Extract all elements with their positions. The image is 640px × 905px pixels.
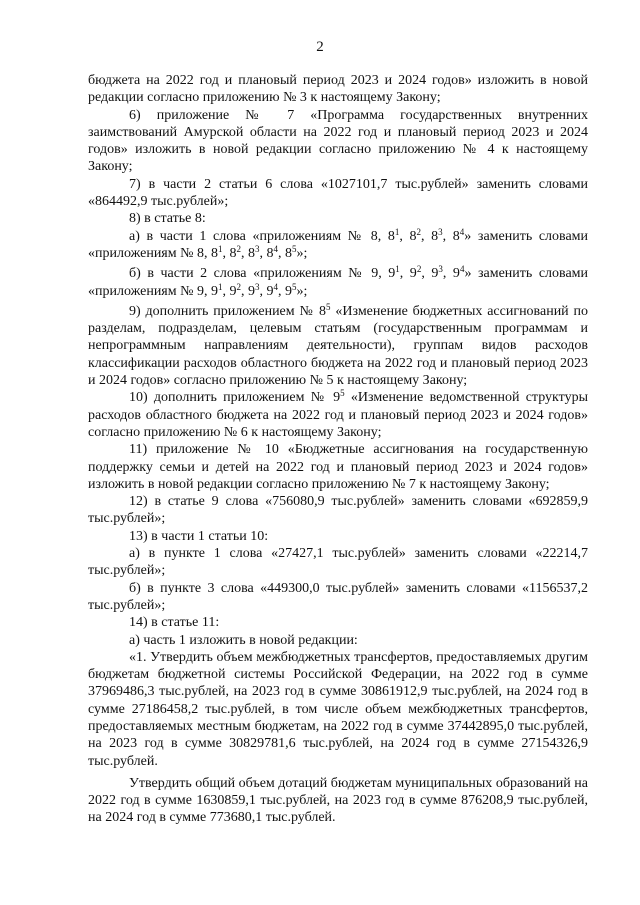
superscript: 2 (416, 226, 422, 237)
text-segment: , 9 (399, 266, 417, 282)
paragraph-item-8: 8) в статье 8: (129, 211, 206, 227)
text-segment: »; (296, 245, 308, 261)
superscript: 2 (416, 264, 422, 275)
text-segment: 10) дополнить приложением № 9 (129, 390, 341, 406)
superscript: 4 (273, 281, 278, 292)
paragraph-item-13b: б) в пункте 3 слова «449300,0 тыс.рублей» заменить словами «1156537,2 тыс.рублей»; (88, 580, 588, 613)
superscript: 3 (254, 281, 260, 292)
paragraph-item-10 (88, 389, 588, 441)
text-segment: , 9 (421, 266, 439, 282)
text-segment: б) в части 2 слова «приложениям № 9, 9 (129, 266, 396, 282)
superscript: 3 (438, 264, 443, 275)
text-segment: , 8 (421, 228, 439, 244)
page-number: 2 (316, 39, 324, 55)
text-segment: , 8 (240, 245, 255, 261)
paragraph-item-7: 7) в части 2 статьи 6 слова «1027101,7 тыс.рублей» заменить словами «864492,9 тыс.рублей»; (88, 176, 588, 210)
superscript: 3 (438, 226, 443, 237)
superscript: 1 (217, 281, 223, 292)
paragraph-item-9 (88, 303, 588, 389)
paragraph-item-8a (88, 228, 588, 263)
text-segment: , 8 (277, 245, 292, 261)
text-segment: «Изменение ведомственной структуры расходов областного бюджета на 2022 год и плановый период 2023 и 2024 годов» согласно приложению № 6 к настоящему Закону; (88, 390, 588, 440)
paragraph-item-11: 11) приложение № 10 «Бюджетные ассигнования на государственную поддержку семьи и детей на 2022 год и плановый период 2023 и 2024 годов» изложить в новой редакции согласно приложению № 7 к настоящему Закону; (88, 442, 588, 492)
paragraph-item-12: 12) в статье 9 слова «756080,9 тыс.рублей» заменить словами «692859,9 тыс.рублей»; (88, 494, 588, 527)
paragraph-subsidies: Утвердить общий объем дотаций бюджетам муниципальных образований на 2022 год в сумме 1630859,1 тыс.рублей, на 2023 год в сумме 876208,9 тыс.рублей, на 2024 год в сумме 773680,1 тыс.рублей. (88, 775, 588, 826)
text-segment: «Изменение бюджетных ассигнований по разделам, подразделам, целевым статьям (государственным программам и непрограммным направлениям деятельности), группам видов расходов классификации расходов областного бюджета на 2022 год и плановый период 2023 и 2024 годов» согласно приложению № 5 к настоящему Закону; (88, 303, 589, 389)
superscript: 1 (394, 226, 400, 237)
text-segment: 9) дополнить приложением № 8 (129, 303, 327, 319)
text-segment: »; (296, 283, 308, 299)
superscript: 2 (236, 243, 241, 254)
text-segment: » заменить словами «приложениям № 9, 9 (88, 266, 589, 299)
paragraph-item-13a: а) в пункте 1 слова «27427,1 тыс.рублей» заменить словами «22214,7 тыс.рублей»; (88, 546, 588, 579)
text-segment: , 9 (277, 283, 292, 299)
text-segment: , 9 (222, 283, 237, 299)
paragraph-item-6: 6) приложение № 7 «Программа государственных внутренних заимствований Амурской области на 2022 год и плановый период 2023 и 2024 годов» изложить в новой редакции согласно приложению № 4 к настоящему Закону; (88, 107, 588, 175)
document-body (88, 72, 588, 827)
paragraph-item-14a: а) часть 1 изложить в новой редакции: (129, 632, 358, 648)
superscript: 4 (273, 243, 278, 254)
text-segment: , 9 (442, 266, 460, 282)
paragraph-quoted-part-1: «1. Утвердить объем межбюджетных трансфертов, предоставляемых другим бюджетам бюджетной системы Российской Федерации, на 2022 год в сумме 37969486,3 тыс.рублей, на 2023 год в сумме 30861912,9 тыс.рублей, на 2024 год в сумме 27186458,2 тыс.рублей, в том числе объем межбюджетных трансфертов, предоставляемых местным бюджетам, на 2022 год в сумме 37442895,0 тыс.рублей, на 2023 год в сумме 30829781,6 тыс.рублей, на 2024 год в сумме 27154326,9 тыс.рублей. (88, 649, 588, 769)
paragraph-item-8b (88, 265, 588, 300)
superscript: 5 (291, 281, 297, 292)
text-segment: , 8 (259, 245, 274, 261)
paragraph-item-14: 14) в статье 11: (129, 615, 220, 631)
text-segment: , 9 (259, 283, 274, 299)
text-segment: , 8 (222, 245, 237, 261)
text-segment: а) в части 1 слова «приложениям № 8, 8 (129, 228, 395, 244)
superscript: 1 (395, 264, 400, 275)
text-segment: , 8 (399, 228, 417, 244)
paragraph-item-13: 13) в части 1 статьи 10: (129, 528, 269, 544)
text-segment: , 9 (240, 283, 255, 299)
superscript: 5 (326, 301, 331, 312)
superscript: 5 (340, 388, 345, 399)
text-segment: » заменить словами «приложениям № 8, 8 (88, 228, 589, 261)
paragraph-continuation: бюджета на 2022 год и плановый период 2023 и 2024 годов» изложить в новой редакции согласно приложению № 3 к настоящему Закону; (88, 73, 588, 106)
text-segment: , 8 (442, 228, 460, 244)
superscript: 1 (217, 243, 223, 254)
superscript: 4 (459, 264, 465, 275)
superscript: 3 (254, 243, 260, 254)
superscript: 5 (291, 243, 297, 254)
superscript: 2 (236, 281, 241, 292)
superscript: 4 (459, 226, 465, 237)
